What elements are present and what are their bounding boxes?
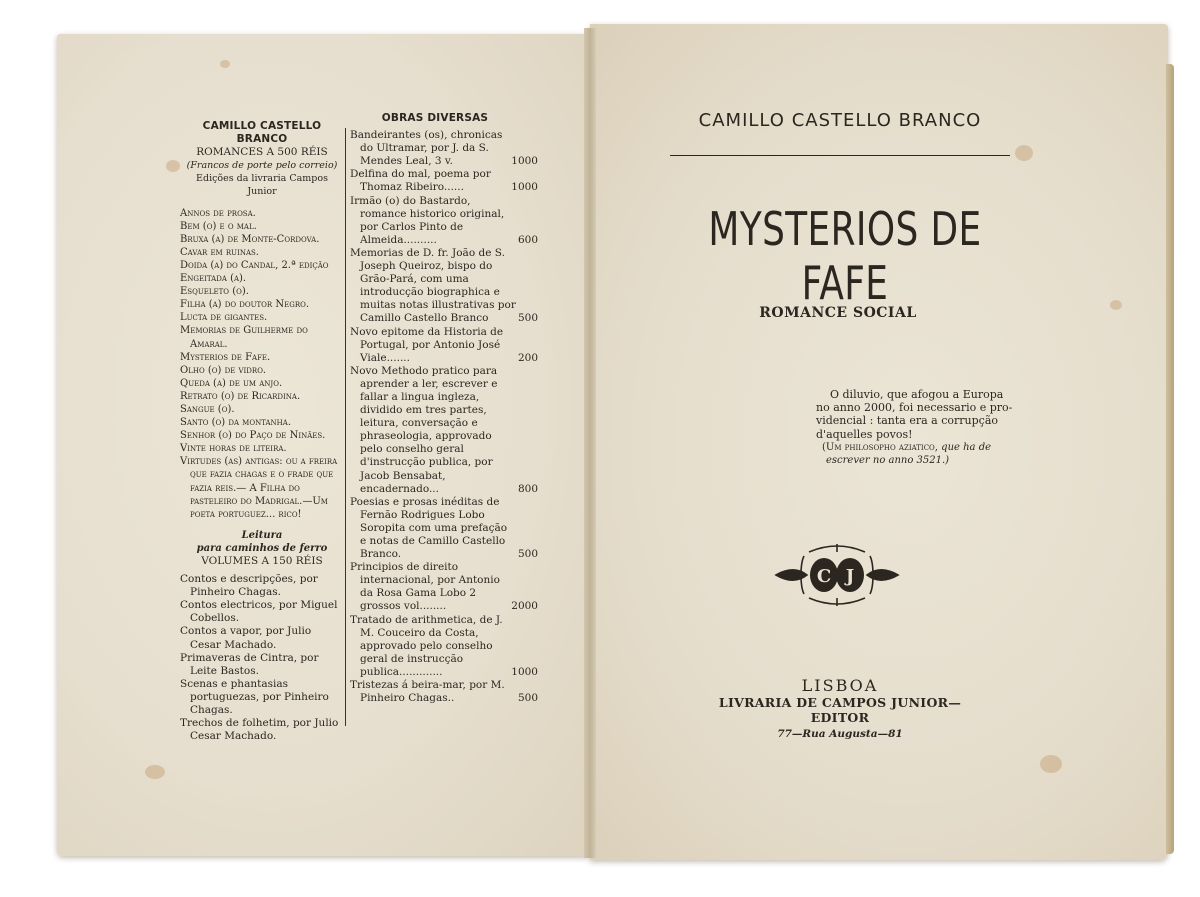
list-item: Delfina do mal, poema por Thomaz Ribeiro...... 1000: [350, 168, 538, 194]
list-item: Principios de direito internacional, por Antonio da Rosa Gama Lobo 2 grossos vol........ 2000: [350, 561, 538, 613]
list-item: Irmão (o) do Bastardo, romance historico original, por Carlos Pinto de Almeida.......... 600: [350, 194, 538, 246]
book-subtitle: ROMANCE SOCIAL: [759, 305, 917, 321]
epigraph-line: no anno 2000, foi necessario e pro-: [816, 401, 1013, 415]
list-item: Filha (a) do doutor Negro.: [180, 299, 310, 311]
price: 800: [517, 482, 538, 495]
list-item: Bruxa (a) de Monte-Cordova.: [180, 233, 320, 245]
foxing-stain: [166, 160, 180, 172]
list-item: Queda (a) de um anjo.: [180, 377, 283, 389]
list-item: Vinte horas de liteira.: [180, 443, 287, 455]
foxing-stain: [145, 765, 165, 779]
author-name: CAMILLO CASTELLO BRANCO: [698, 110, 982, 131]
imprint-publisher: LIVRARIA DE CAMPOS JUNIOR—EDITOR: [718, 695, 962, 725]
list-item: Tratado de arithmetica, de J. M. Couceiro da Costa, approvado pelo conselho geral de instrucção publica............. 1000: [350, 613, 538, 678]
list-item: Novo epitome da Historia de Portugal, por Antonio José Viale....... 200: [350, 325, 538, 364]
foxing-stain: [1015, 145, 1033, 161]
list-item: Primaveras de Cintra, por Leite Bastos.: [180, 651, 319, 677]
foxing-stain: [1040, 755, 1062, 773]
column-header: CAMILLO CASTELLO BRANCO: [202, 120, 322, 146]
list-item: Bem (o) e o mal.: [180, 220, 257, 232]
price: 1000: [511, 665, 538, 678]
list-item: Tristezas á beira-mar, por M. Pinheiro Chagas.. 500: [350, 679, 538, 705]
epigraph-attribution: (Um philosopho aziatico, que ha de escrever no anno 3521.): [822, 441, 992, 467]
price: 2000: [511, 600, 538, 613]
list-item: Senhor (o) do Paço de Ninães.: [180, 430, 326, 442]
price: 600: [517, 233, 538, 246]
list-item: Lucta de gigantes.: [180, 312, 268, 324]
epigraph-line: O diluvio, que afogou a Europa: [830, 388, 1004, 401]
publisher-monogram-emblem: [774, 542, 900, 608]
price: 200: [517, 351, 538, 364]
volumes-price-line: VOLUMES A 150 RÉIS: [201, 555, 323, 567]
epigraph-line: d'aquelles povos!: [816, 427, 913, 441]
price: 1000: [511, 155, 538, 168]
price: 500: [517, 312, 538, 325]
column-header: OBRAS DIVERSAS: [381, 112, 489, 124]
editions-note: Edições da livraria Campos Junior: [196, 173, 328, 198]
price: 500: [517, 692, 538, 705]
list-item: Memorias de Guilherme do Amaral.: [180, 325, 308, 350]
section-subheading: para caminhos de ferro: [196, 542, 328, 554]
price: 1000: [511, 181, 538, 194]
price: 500: [517, 548, 538, 561]
imprint-city: LISBOA: [801, 676, 879, 695]
publisher-imprint: [690, 676, 990, 740]
column-divider: [345, 128, 346, 726]
list-item: Scenas e phantasias portuguezas, por Pinheiro Chagas.: [180, 677, 329, 717]
list-item: Annos de prosa.: [180, 207, 256, 219]
postage-note: (Francos de porte pelo correio): [186, 160, 338, 172]
catalog-column-obras: [350, 112, 538, 705]
list-item: Memorias de D. fr. João de S. Joseph Queiroz, bispo do Grão-Pará, com uma introducção biographica e muitas notas illustrativas por Camillo Castello Branco 500: [350, 246, 538, 325]
foxing-stain: [1110, 300, 1122, 310]
list-item: Mysterios de Fafe.: [180, 351, 271, 363]
title-rule: [670, 155, 1010, 156]
list-item: Santo (o) da montanha.: [180, 417, 292, 429]
imprint-address: 77—Rua Augusta—81: [777, 728, 903, 740]
list-item: Contos a vapor, por Julio Cesar Machado.: [180, 625, 312, 651]
list-item: Esqueleto (o).: [180, 286, 249, 298]
book-spine: [584, 28, 596, 858]
catalog-column-romances: [180, 120, 344, 743]
list-item: Poesias e prosas inéditas de Fernão Rodrigues Lobo Soropita com uma prefação e notas de Camillo Castello Branco. 500: [350, 495, 538, 561]
epigraph: [816, 388, 1016, 467]
list-item: Novo Methodo pratico para aprender a ler, escrever e fallar a lingua ingleza, dividido em tres partes, leitura, conversação e phraseologia, approvado pelo conselho geral d'instrucção publica, por Jacob Bensabat, encadernado... 800: [350, 364, 538, 495]
list-item: Trechos de folhetim, por Julio Cesar Machado.: [180, 717, 339, 743]
section-heading: Leitura: [241, 529, 283, 541]
book-title: MYSTERIOS DE FAFE: [708, 202, 982, 310]
list-item: Bandeirantes (os), chronicas do Ultramar, por J. da S. Mendes Leal, 3 v. 1000: [350, 129, 538, 168]
monogram-letter-j: J: [845, 566, 855, 587]
price-line: ROMANCES A 500 RÉIS: [196, 146, 328, 159]
list-item: Olho (o) de vidro.: [180, 364, 267, 376]
list-item: Contos e descripções, por Pinheiro Chagas.: [180, 573, 318, 599]
list-item: Contos electricos, por Miguel Cobellos.: [180, 599, 338, 625]
list-item: Cavar em ruinas.: [180, 246, 259, 258]
monogram-letter-c: C: [816, 566, 832, 587]
list-item: Virtudes (as) antigas: ou a freira que fazia chagas e o frade que fazia reis.— A Filha do pasteleiro do Madrigal.—Um poeta portuguez... rico!: [180, 456, 338, 520]
list-item: Retrato (o) de Ricardina.: [180, 390, 301, 402]
list-item: Doida (a) do Candal, 2.ª edição: [180, 259, 329, 271]
epigraph-line: videncial : tanta era a corrupção: [816, 414, 999, 428]
foxing-stain: [220, 60, 230, 68]
list-item: Sangue (o).: [180, 403, 235, 415]
list-item: Engeitada (a).: [180, 273, 247, 285]
